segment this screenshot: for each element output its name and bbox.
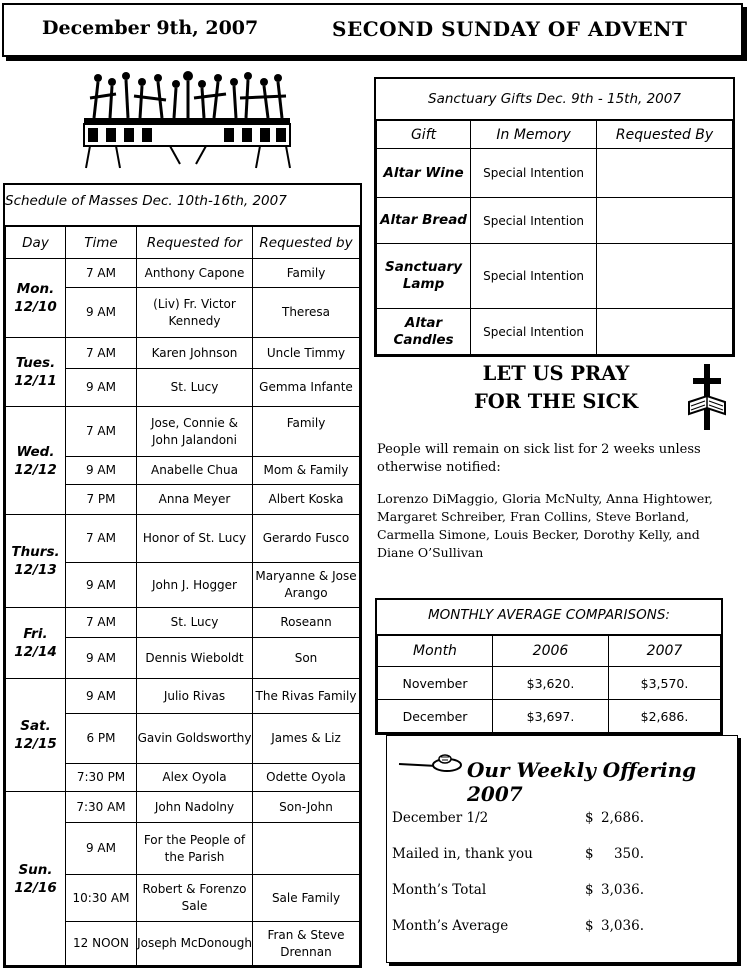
pray-for-sick-heading <box>440 360 672 416</box>
by-cell: Sale Family <box>253 875 360 922</box>
time-cell: 7 AM <box>66 338 137 369</box>
for-cell: John Nadolny <box>137 792 253 823</box>
table-row <box>6 338 360 369</box>
for-cell: Karen Johnson <box>137 338 253 369</box>
for-cell: Alex Oyola <box>137 764 253 792</box>
sick-list-names: Lorenzo DiMaggio, Gloria McNulty, Anna Hightower, Margaret Schreiber, Fran Collins, Steve Borland, Carmella Simone, Louis Becker, Dorothy Kelly, and Diane O’Sullivan <box>377 491 713 560</box>
col-2006: 2006 <box>493 636 609 667</box>
monthly-caption: MONTHLY AVERAGE COMPARISONS: <box>377 600 721 635</box>
day-cell: Thurs. 12/13 <box>6 515 66 608</box>
time-cell: 7:30 PM <box>66 764 137 792</box>
time-cell: 6 PM <box>66 714 137 764</box>
by-cell: Roseann <box>253 608 360 638</box>
for-cell: John J. Hogger <box>137 563 253 608</box>
sick-list-note: People will remain on sick list for 2 weeks unless otherwise notified: <box>377 442 701 475</box>
table-row <box>377 244 733 309</box>
table-row <box>377 309 733 355</box>
col-month: Month <box>378 636 493 667</box>
collection-basket-icon <box>397 746 463 776</box>
day-cell: Sat. 12/15 <box>6 679 66 792</box>
sanctuary-gifts-caption: Sanctuary Gifts Dec. 9th - 15th, 2007 <box>376 79 733 120</box>
for-cell: Julio Rivas <box>137 679 253 714</box>
time-cell: 10:30 AM <box>66 875 137 922</box>
pray-heading-line1: LET US PRAY <box>482 362 630 385</box>
value-2007-cell: $2,686. <box>609 700 721 733</box>
day-cell: Wed. 12/12 <box>6 407 66 515</box>
day-cell: Fri. 12/14 <box>6 608 66 679</box>
for-cell: (Liv) Fr. Victor Kennedy <box>137 288 253 338</box>
time-cell: 7:30 AM <box>66 792 137 823</box>
memory-cell: Special Intention <box>471 309 597 355</box>
time-cell: 7 AM <box>66 407 137 457</box>
table-row <box>6 407 360 457</box>
value-2006-cell: $3,620. <box>493 667 609 700</box>
value-2006-cell: $3,697. <box>493 700 609 733</box>
day-cell: Tues. 12/11 <box>6 338 66 407</box>
by-cell: Fran & Steve Drennan <box>253 922 360 966</box>
time-cell: 9 AM <box>66 563 137 608</box>
table-row <box>6 515 360 563</box>
mass-schedule-caption: Schedule of Masses Dec. 10th-16th, 2007 <box>5 185 360 226</box>
time-cell: 9 AM <box>66 823 137 875</box>
time-cell: 7 PM <box>66 485 137 515</box>
for-cell: Dennis Wieboldt <box>137 638 253 679</box>
by-cell: James & Liz <box>253 714 360 764</box>
offering-currency: $ <box>585 810 594 826</box>
by-cell <box>597 198 733 244</box>
time-cell: 9 AM <box>66 457 137 485</box>
time-cell: 9 AM <box>66 679 137 714</box>
weekly-offering <box>386 735 738 963</box>
by-cell: Family <box>253 259 360 288</box>
gifts-header-row <box>377 121 733 149</box>
month-cell: December <box>378 700 493 733</box>
col-2007: 2007 <box>609 636 721 667</box>
time-cell: 7 AM <box>66 515 137 563</box>
for-cell: Honor of St. Lucy <box>137 515 253 563</box>
gift-cell: Sanctuary Lamp <box>377 244 471 309</box>
offering-currency: $ <box>585 882 594 898</box>
offering-label: Mailed in, thank you <box>392 846 533 862</box>
table-row <box>378 667 721 700</box>
by-cell: Odette Oyola <box>253 764 360 792</box>
by-cell: Uncle Timmy <box>253 338 360 369</box>
by-cell: Son <box>253 638 360 679</box>
offering-amount: 3,036. <box>601 882 644 898</box>
time-cell: 9 AM <box>66 369 137 407</box>
table-row <box>6 679 360 714</box>
offering-label: December 1/2 <box>392 810 489 826</box>
gift-cell: Altar Bread <box>377 198 471 244</box>
offering-label: Month’s Average <box>392 918 509 934</box>
col-gift: Gift <box>377 121 471 149</box>
col-requested-by: Requested By <box>597 121 733 149</box>
by-cell: The Rivas Family <box>253 679 360 714</box>
day-cell: Sun. 12/16 <box>6 792 66 966</box>
schedule-header-row <box>6 227 360 259</box>
by-cell: Maryanne & Jose Arango <box>253 563 360 608</box>
table-row <box>6 792 360 823</box>
pray-heading-line2: FOR THE SICK <box>473 390 639 413</box>
monthly-comparisons <box>375 598 723 735</box>
time-cell: 9 AM <box>66 638 137 679</box>
for-cell: Anthony Capone <box>137 259 253 288</box>
for-cell: St. Lucy <box>137 608 253 638</box>
by-cell <box>597 309 733 355</box>
by-cell: Albert Koska <box>253 485 360 515</box>
month-cell: November <box>378 667 493 700</box>
by-cell: Gemma Infante <box>253 369 360 407</box>
cross-bible-icon <box>685 362 729 434</box>
offering-amount: 3,036. <box>601 918 644 934</box>
for-cell: Robert & Forenzo Sale <box>137 875 253 922</box>
bulletin-date: December 9th, 2007 <box>42 17 259 39</box>
memory-cell: Special Intention <box>471 198 597 244</box>
for-cell: St. Lucy <box>137 369 253 407</box>
for-cell: Joseph McDonough <box>137 922 253 966</box>
table-row <box>378 700 721 733</box>
by-cell: Family <box>253 407 360 457</box>
sanctuary-gifts <box>374 77 735 357</box>
for-cell: Jose, Connie & John Jalandoni <box>137 407 253 457</box>
by-cell <box>597 244 733 309</box>
offering-currency: $ <box>585 846 594 862</box>
gift-cell: Altar Candles <box>377 309 471 355</box>
monthly-header-row <box>378 636 721 667</box>
by-cell <box>253 823 360 875</box>
col-requested-by: Requested by <box>253 227 360 259</box>
mass-schedule <box>3 183 362 968</box>
memory-cell: Special Intention <box>471 149 597 198</box>
table-row <box>6 259 360 288</box>
bulletin-title: SECOND SUNDAY OF ADVENT <box>332 17 688 41</box>
col-in-memory: In Memory <box>471 121 597 149</box>
time-cell: 7 AM <box>66 259 137 288</box>
by-cell: Son-John <box>253 792 360 823</box>
col-requested-for: Requested for <box>137 227 253 259</box>
col-time: Time <box>66 227 137 259</box>
by-cell: Mom & Family <box>253 457 360 485</box>
page-header <box>2 3 743 57</box>
table-row <box>377 198 733 244</box>
gift-cell: Altar Wine <box>377 149 471 198</box>
offering-currency: $ <box>585 918 594 934</box>
by-cell: Gerardo Fusco <box>253 515 360 563</box>
time-cell: 9 AM <box>66 288 137 338</box>
value-2007-cell: $3,570. <box>609 667 721 700</box>
offering-amount: 350. <box>613 846 644 862</box>
for-cell: Gavin Goldsworthy <box>137 714 253 764</box>
for-cell: Anabelle Chua <box>137 457 253 485</box>
memory-cell: Special Intention <box>471 244 597 309</box>
day-cell: Mon. 12/10 <box>6 259 66 338</box>
offering-label: Month’s Total <box>392 882 487 898</box>
by-cell: Theresa <box>253 288 360 338</box>
offering-amount: 2,686. <box>601 810 644 826</box>
table-row <box>377 149 733 198</box>
last-supper-illustration <box>76 68 300 174</box>
for-cell: For the People of the Parish <box>137 823 253 875</box>
by-cell <box>597 149 733 198</box>
time-cell: 7 AM <box>66 608 137 638</box>
table-row <box>6 608 360 638</box>
for-cell: Anna Meyer <box>137 485 253 515</box>
col-day: Day <box>6 227 66 259</box>
offering-title: Our Weekly Offering 2007 <box>467 758 697 806</box>
time-cell: 12 NOON <box>66 922 137 966</box>
